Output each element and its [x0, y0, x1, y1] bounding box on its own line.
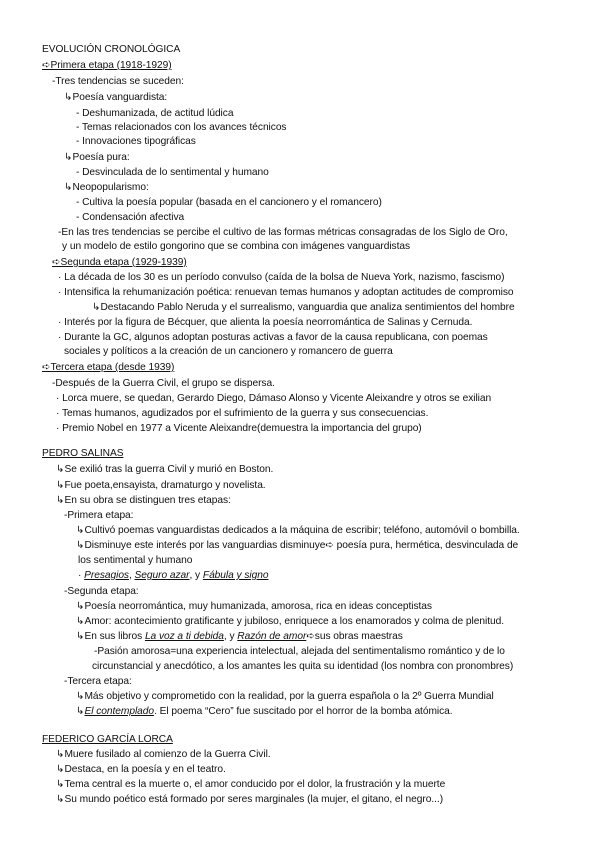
book-title: Seguro azar — [134, 570, 190, 581]
separator: , y — [189, 570, 203, 581]
suffix: ➪sus obras maestras — [306, 631, 403, 642]
list-item: · Temas humanos, agudizados por el sufrimiento de la guerra y sus consecuencias. — [56, 408, 429, 419]
list-item: ↳Muere fusilado al comienzo de la Guerra Civil. — [56, 749, 271, 760]
text-line: circunstancial y anecdótico, a los amantes les quita su identidad (los nombra con pronombres) — [92, 661, 514, 672]
list-item: · Durante la GC, algunos adoptan posturas activas a favor de la causa republicana, con poemas — [58, 332, 488, 343]
section-heading-segunda-etapa: ➪Segunda etapa (1929-1939) — [52, 257, 187, 268]
text-line: -Pasión amorosa=una experiencia intelectual, alejada del sentimentalismo romántico y de lo — [94, 646, 505, 657]
section-heading-tercera-etapa: ➪Tercera etapa (desde 1939) — [42, 362, 175, 373]
text-line: -Después de la Guerra Civil, el grupo se dispersa. — [52, 378, 275, 389]
list-item: · La década de los 30 es un período convulso (caída de la bolsa de Nueva York, nazismo, fascismo) — [58, 272, 505, 283]
subheading-tercera-etapa: -Tercera etapa: — [64, 676, 132, 687]
list-item: ↳Destacando Pablo Neruda y el surrealismo, vanguardia que analiza sentimientos del hombre — [92, 302, 515, 313]
list-item: - Temas relacionados con los avances técnicos — [76, 122, 287, 133]
list-item: - Desvinculada de lo sentimental y humano — [76, 167, 269, 178]
subheading-primera-etapa: -Primera etapa: — [64, 510, 134, 521]
text-line: -En las tres tendencias se percibe el cultivo de las formas métricas consagradas de los Siglo de Oro, — [58, 227, 508, 238]
list-item: ↳Amor: acontecimiento gratificante y jubiloso, enriquece a los enamorados y colma de plenitud. — [76, 616, 504, 627]
prefix: ↳En sus libros — [76, 631, 145, 642]
list-item: ↳Disminuye este interés por las vanguardias disminuye➪ poesía pura, hermética, desvinculada de — [76, 540, 519, 551]
document-title: EVOLUCIÓN CRONOLÓGICA — [42, 44, 181, 55]
list-item: ↳Fue poeta,ensayista, dramaturgo y novelista. — [56, 480, 266, 491]
list-item: - Cultiva la poesía popular (basada en el cancionero y el romancero) — [76, 197, 382, 208]
text-line: los sentimental y humano — [78, 555, 193, 566]
separator: , — [128, 570, 135, 581]
arrow-icon: ↳ — [76, 706, 85, 717]
list-item: - Condensación afectiva — [76, 212, 185, 223]
list-item: · Interés por la figura de Bécquer, que alienta la poesía neorromántica de Salinas y Cernuda. — [58, 317, 473, 328]
book-title: Razón de amor — [237, 631, 307, 642]
list-item: ↳En su obra se distinguen tres etapas: — [56, 495, 231, 506]
works-list — [78, 569, 268, 582]
section-heading-primera-etapa: ➪Primera etapa (1918-1929) — [42, 60, 172, 71]
subheading-neopopularismo: ↳Neopopularismo: — [64, 182, 149, 193]
separator: , y — [223, 631, 238, 642]
text-line: sociales y políticos a la creación de un cancionero y romancero de guerra — [64, 346, 393, 357]
list-item: ↳Su mundo poético está formado por seres marginales (la mujer, el gitano, el negro...) — [56, 794, 444, 805]
text: . El poema “Cero” fue suscitado por el horror de la bomba atómica. — [154, 706, 453, 717]
section-heading-pedro-salinas: PEDRO SALINAS — [42, 448, 124, 459]
text-line: -Tres tendencias se suceden: — [52, 76, 184, 87]
text-line: y un modelo de estilo gongorino que se combina con imágenes vanguardistas — [62, 241, 411, 252]
list-item: ↳Más objetivo y comprometido con la realidad, por la guerra española o la 2º Guerra Mundial — [76, 691, 494, 702]
list-item: ↳Tema central es la muerte o, el amor conducido por el dolor, la frustración y la muerte — [56, 779, 446, 790]
list-item: · Intensifica la rehumanización poética: renuevan temas humanos y adoptan actitudes de compromiso — [58, 287, 514, 298]
list-item: - Innovaciones tipográficas — [76, 136, 196, 147]
subheading-pura: ↳Poesía pura: — [64, 152, 130, 163]
list-item: ↳Destaca, en la poesía y en el teatro. — [56, 764, 226, 775]
list-item: · Lorca muere, se quedan, Gerardo Diego, Dámaso Alonso y Vicente Aleixandre y otros se exilian — [56, 393, 492, 404]
list-item: ↳Poesía neorromántica, muy humanizada, amorosa, rica en ideas conceptistas — [76, 601, 432, 612]
section-heading-lorca: FEDERICO GARCÍA LORCA — [42, 734, 173, 745]
bullet: · — [78, 570, 85, 581]
book-title: El contemplado — [84, 706, 155, 717]
book-title: La voz a ti debida — [144, 631, 224, 642]
subheading-vanguardista: ↳Poesía vanguardista: — [64, 92, 168, 103]
list-item: ↳Cultivó poemas vanguardistas dedicados a la máquina de escribir; teléfono, automóvil o bombilla. — [76, 525, 520, 536]
works-line — [76, 630, 403, 643]
list-item: ↳Se exilió tras la guerra Civil y murió en Boston. — [56, 464, 274, 475]
list-item: - Deshumanizada, de actitud lúdica — [76, 108, 234, 119]
book-title: Fábula y signo — [202, 570, 269, 581]
list-item — [76, 705, 453, 718]
list-item: · Premio Nobel en 1977 a Vicente Aleixandre(demuestra la importancia del grupo) — [56, 423, 422, 434]
book-title: Presagios — [84, 570, 129, 581]
subheading-segunda-etapa: -Segunda etapa: — [64, 586, 139, 597]
